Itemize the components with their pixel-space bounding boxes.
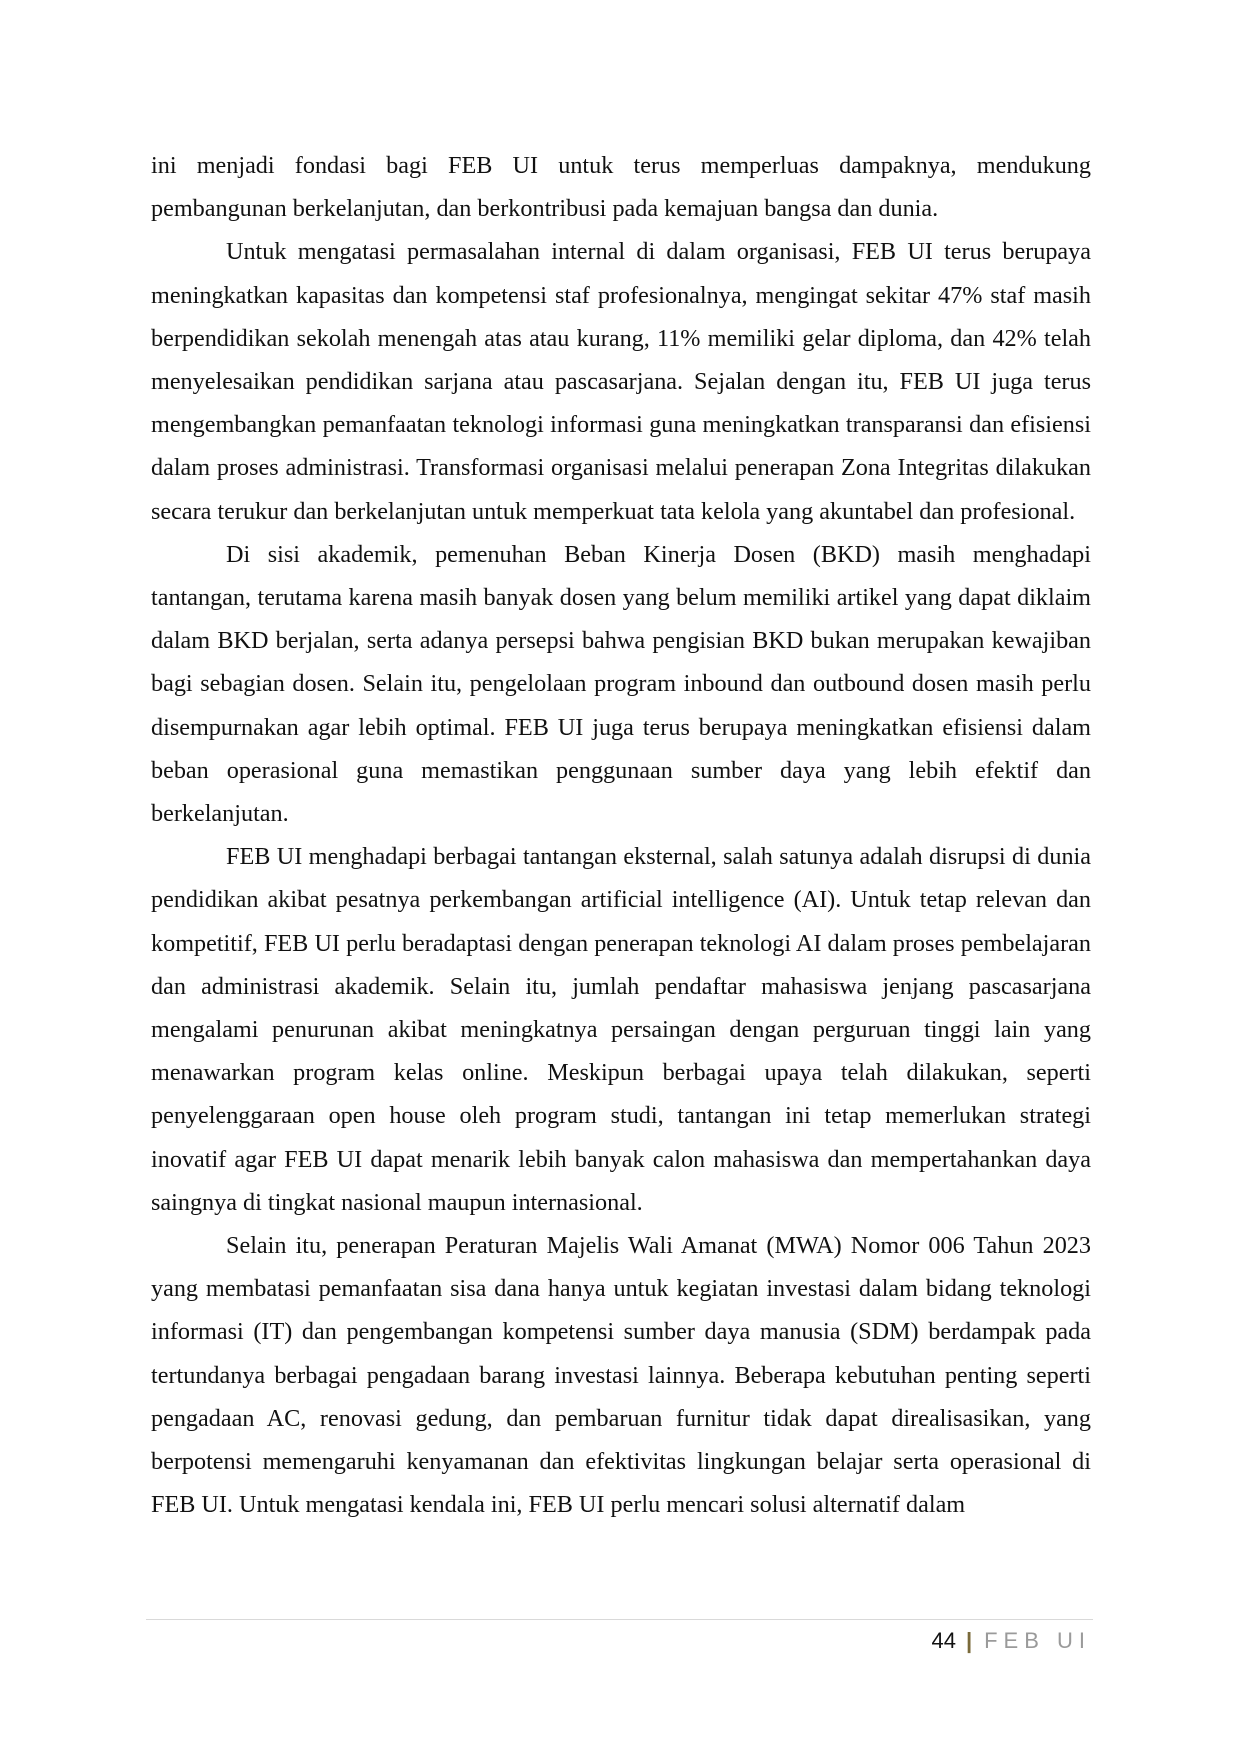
- page-number: 44: [931, 1628, 956, 1653]
- page-footer: [931, 1625, 1091, 1657]
- paragraph-continuation: ini menjadi fondasi bagi FEB UI untuk terus memperluas dampaknya, mendukung pembangunan berkelanjutan, dan berkontribusi pada kemajuan bangsa dan dunia.: [151, 152, 1091, 223]
- paragraph-external-challenges: FEB UI menghadapi berbagai tantangan eksternal, salah satunya adalah disrupsi di dunia pendidikan akibat pesatnya perkembangan artificial intelligence (AI). Untuk tetap relevan dan kompetitif, FEB UI perlu beradaptasi dengan penerapan teknologi AI dalam proses pembelajaran dan administrasi akademik. Selain itu, jumlah pendaftar mahasiswa jenjang pascasarjana mengalami penurunan akibat meningkatnya persaingan dengan perguruan tinggi lain yang menawarkan program kelas online. Meskipun berbagai upaya telah dilakukan, seperti penyelenggaraan open house oleh program studi, tantangan ini tetap memerlukan strategi inovatif agar FEB UI dapat menarik lebih banyak calon mahasiswa dan mempertahankan daya saingnya di tingkat nasional maupun internasional.: [151, 843, 1091, 1216]
- paragraph-academic-challenges: Di sisi akademik, pemenuhan Beban Kinerja Dosen (BKD) masih menghadapi tantangan, terutama karena masih banyak dosen yang belum memiliki artikel yang dapat diklaim dalam BKD berjalan, serta adanya persepsi bahwa pengisian BKD bukan merupakan kewajiban bagi sebagian dosen. Selain itu, pengelolaan program inbound dan outbound dosen masih perlu disempurnakan agar lebih optimal. FEB UI juga terus berupaya meningkatkan efisiensi dalam beban operasional guna memastikan penggunaan sumber daya yang lebih efektif dan berkelanjutan.: [151, 540, 1091, 828]
- footer-separator: |: [965, 1628, 973, 1653]
- footer-label: FEB UI: [984, 1628, 1091, 1653]
- body-text: [151, 144, 1091, 1527]
- paragraph-internal-challenges: Untuk mengatasi permasalahan internal di dalam organisasi, FEB UI terus berupaya meningkatkan kapasitas dan kompetensi staf profesionalnya, mengingat sekitar 47% staf masih berpendidikan sekolah menengah atas atau kurang, 11% memiliki gelar diploma, dan 42% telah menyelesaikan pendidikan sarjana atau pascasarjana. Sejalan dengan itu, FEB UI juga terus mengembangkan pemanfaatan teknologi informasi guna meningkatkan transparansi dan efisiensi dalam proses administrasi. Transformasi organisasi melalui penerapan Zona Integritas dilakukan secara terukur dan berkelanjutan untuk memperkuat tata kelola yang akuntabel dan profesional.: [151, 238, 1091, 525]
- paragraph-mwa-regulation: Selain itu, penerapan Peraturan Majelis Wali Amanat (MWA) Nomor 006 Tahun 2023 yang membatasi pemanfaatan sisa dana hanya untuk kegiatan investasi dalam bidang teknologi informasi (IT) dan pengembangan kompetensi sumber daya manusia (SDM) berdampak pada tertundanya berbagai pengadaan barang investasi lainnya. Beberapa kebutuhan penting seperti pengadaan AC, renovasi gedung, dan pembaruan furnitur tidak dapat direalisasikan, yang berpotensi memengaruhi kenyamanan dan efektivitas lingkungan belajar serta operasional di FEB UI. Untuk mengatasi kendala ini, FEB UI perlu mencari solusi alternatif dalam: [151, 1232, 1091, 1519]
- footer-divider: [146, 1619, 1093, 1620]
